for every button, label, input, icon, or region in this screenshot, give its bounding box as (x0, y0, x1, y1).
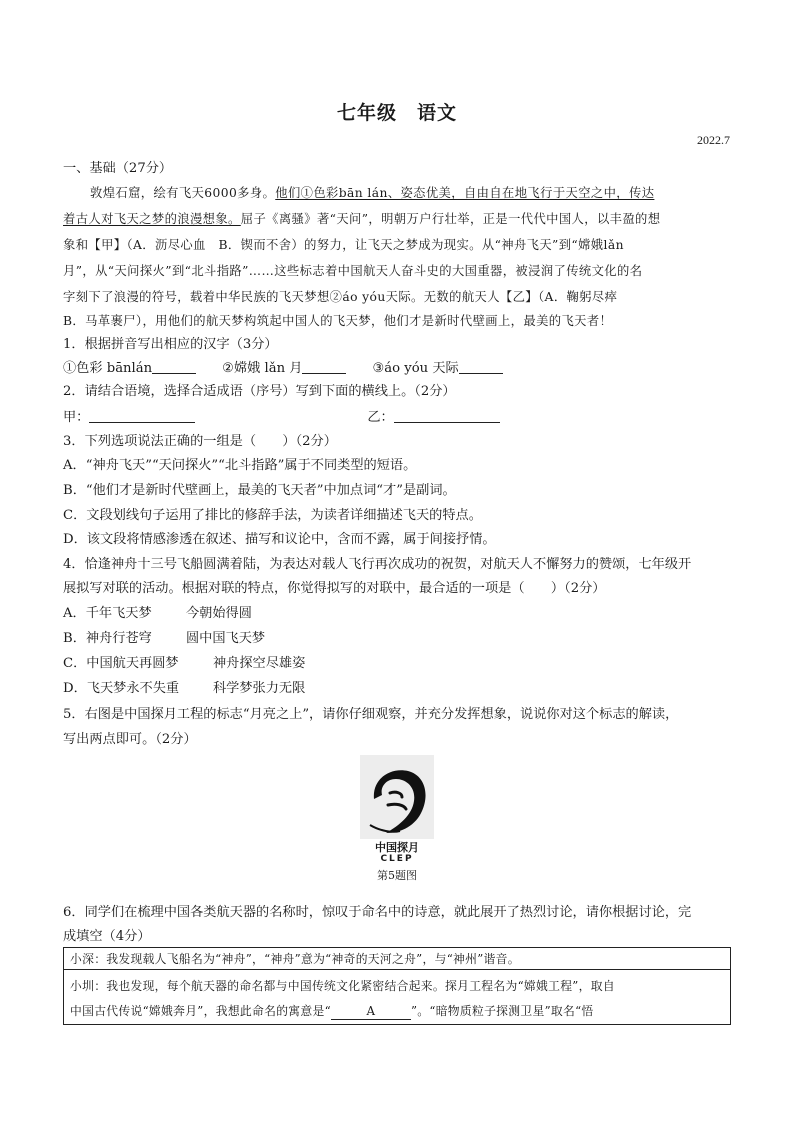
question-2-blanks (63, 408, 731, 427)
q3-option-d: D．该文段将情感渗透在叙述、描写和议论中，含而不露，属于间接抒情。 (63, 532, 496, 547)
q1-blank-a[interactable] (152, 359, 196, 374)
q3-option-b: B．“他们才是新时代壁画上，最美的飞天者”中加点词“才”是副词。 (63, 483, 456, 498)
question-2-stem: 2．请结合语境，选择合适成语（序号）写到下面的横线上。（2分） (63, 384, 456, 399)
q2-label-yi: 乙： (367, 410, 394, 425)
discussion-line-2: 小圳：我也发现，每个航天器的命名都与中国传统文化紧密结合起来。探月工程名为“嫦娥工程”，取自 (70, 979, 615, 993)
question-3-stem: 3．下列选项说法正确的一组是（ ）（2分） (63, 434, 337, 449)
section-heading: 一、基础（27分） (63, 161, 173, 176)
question-6-stem-1: 6．同学们在梳理中国各类航天器的名称时，惊叹于命名中的诗意，就此展开了热烈讨论，请你根据讨论，完 (63, 905, 692, 920)
q6-blank-a[interactable]: A (331, 1003, 411, 1020)
q4-option-b: B．神舟行苍穹 圆中国飞天梦 (63, 631, 266, 646)
underlined-sentence: 着古人对飞天之梦的浪漫想象。 (63, 212, 241, 226)
q4-option-d: D．飞天梦永不失重 科学梦张力无限 (63, 681, 306, 696)
discussion-line-3: 中国古代传说“嫦娥奔月”，我想此命名的寓意是“ A ”。“暗物质粒子探测卫星”取名“悟 (70, 1004, 594, 1018)
passage-line-4: 月”，从“天问探火”到“北斗指路”……这些标志着中国航天人奋斗史的大国重器，被浸润了传统文化的名 (63, 264, 643, 278)
passage-text: 屈子《离骚》著“天问”，明朝万户行壮举，正是一代代中国人，以丰盈的想 (240, 212, 661, 226)
question-4-stem-1: 4．恰逢神舟十三号飞船圆满着陆，为表达对载人飞行再次成功的祝贺，对航天人不懈努力的赞颂，七年级开 (63, 557, 692, 572)
q4-option-a: A．千年飞天梦 今朝始得圆 (63, 606, 252, 621)
q2-blank-yi[interactable] (394, 408, 500, 423)
passage-line-3: 象和【甲】（A．沥尽心血 B．锲而不舍）的努力，让飞天之梦成为现实。从“神舟飞天”到“嫦娥lǎn (63, 238, 624, 252)
q4-option-c: C．中国航天再圆梦 神舟探空尽雄姿 (63, 656, 306, 671)
passage-text: 敦煌石窟，绘有飞天6000多身。 (90, 186, 276, 200)
page-title: 七年级 语文 (336, 102, 457, 124)
question-1-blanks (63, 359, 731, 378)
underlined-sentence: 他们①色彩bān lán、姿态优美，自由自在地飞行于天空之中，传达 (275, 186, 655, 200)
q2-label-jia: 甲： (63, 410, 90, 425)
passage-line-6: B．马革裹尸），用他们的航天梦构筑起中国人的飞天梦，他们才是新时代壁画上，最美的飞天者！ (63, 314, 613, 328)
passage-line-5: 字刻下了浪漫的符号，载着中华民族的飞天梦想②áo yóu天际。无数的航天人【乙】（A．鞠躬尽瘁 (63, 290, 618, 304)
discussion-line-1: 小深：我发现载人飞船名为“神舟”，“神舟”意为“神奇的天河之舟”，与“神州”谐音。 (70, 952, 520, 966)
logo-chinese-name: 中国探月 (375, 841, 419, 854)
figure-caption: 第5题图 (377, 869, 417, 882)
passage-line-1 (90, 184, 731, 202)
logo-english-name: CLEP (380, 854, 414, 864)
exam-date: 2022.7 (697, 133, 730, 147)
question-4-stem-2: 展拟写对联的活动。根据对联的特点，你觉得拟写的对联中，最合适的一项是（ ）（2分） (63, 581, 606, 596)
question-5-stem-2: 写出两点即可。（2分） (63, 732, 197, 747)
question-5-stem-1: 5．右图是中国探月工程的标志“月亮之上”，请你仔细观察，并充分发挥想象，说说你对这个标志的解读， (63, 707, 679, 722)
question-1-stem: 1．根据拼音写出相应的汉字（3分） (63, 337, 278, 352)
q2-blank-jia[interactable] (89, 408, 195, 423)
q3-option-c: C．文段划线句子运用了排比的修辞手法，为读者详细描述飞天的特点。 (63, 508, 482, 523)
clep-logo-figure (360, 755, 434, 891)
question-6-stem-2: 成填空（4分） (63, 929, 151, 944)
clep-logo-icon (360, 755, 434, 839)
q1-item-c: ③áo yóu 天际 (372, 361, 459, 376)
q1-item-b: ②嫦娥 lǎn 月 (222, 361, 303, 376)
q3-option-a: A．“神舟飞天”“天问探火”“北斗指路”属于不同类型的短语。 (63, 458, 417, 473)
box-divider (64, 969, 730, 970)
discussion-box (63, 947, 731, 1025)
q1-blank-c[interactable] (459, 359, 503, 374)
passage-line-2 (63, 210, 731, 228)
q1-item-a: ①色彩 bānlán (63, 361, 153, 376)
q1-blank-b[interactable] (302, 359, 346, 374)
